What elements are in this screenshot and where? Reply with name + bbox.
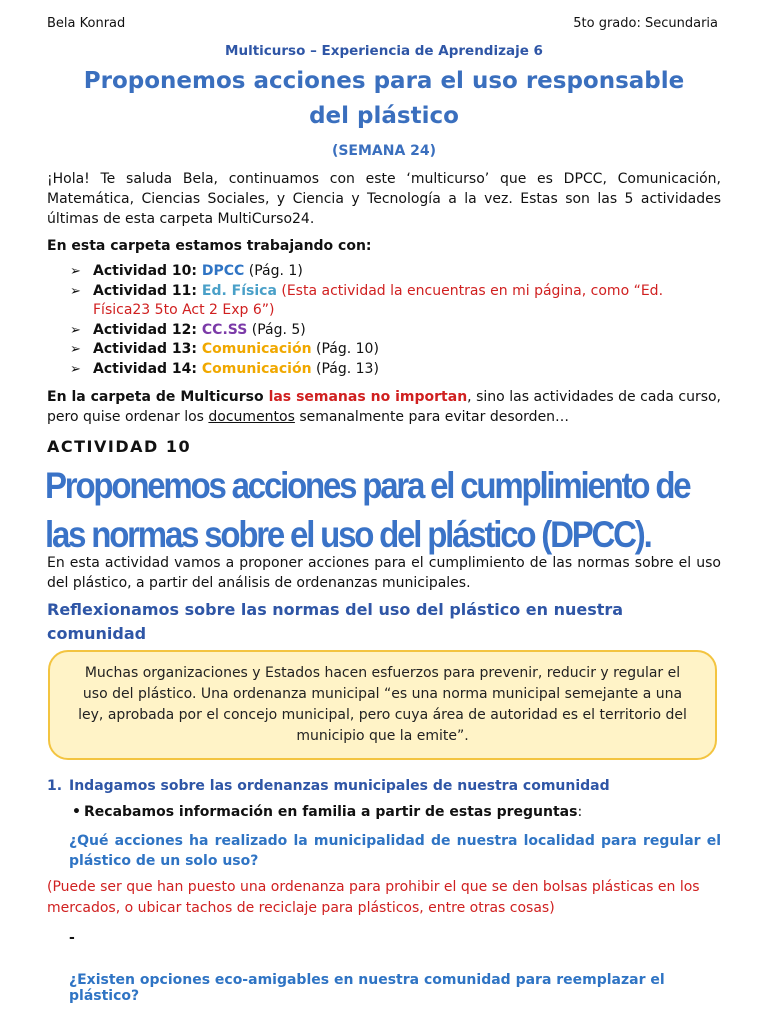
quote-text: Muchas organizaciones y Estados hacen esfuerzos para prevenir, reducir y regular el uso del plástico. Una ordenanza municipal “es una norma municipal semejante a una ley, aprobada por el concejo municipal, pero cuya área de autoridad es el territorio del municipio que la emite”. <box>78 665 687 744</box>
intro-paragraph: ¡Hola! Te saluda Bela, continuamos con este ‘multicurso’ que es DPCC, Comunicación, Matemática, Ciencias Sociales, y Ciencia y Tecnología a la vez. Estas son las 5 actividades últimas de esta carpeta MultiCurso24. <box>47 171 721 227</box>
dash-marker: - <box>69 930 75 946</box>
activity-label: Actividad 14 <box>93 360 192 377</box>
folder-note-lead: En la carpeta de Multicurso <box>47 389 269 405</box>
activity-note: (Pág. 1) <box>244 263 303 279</box>
activity-description: En esta actividad vamos a proponer acciones para el cumplimiento de las normas sobre el uso del plástico, a partir del análisis de ordenanzas municipales. <box>47 555 721 591</box>
activity-item <box>70 282 720 321</box>
bullet-item <box>72 804 582 820</box>
activity-course: Comunicación <box>201 341 312 357</box>
folder-note-tail: semanalmente para evitar desorden… <box>294 409 570 425</box>
activity-item <box>70 340 720 360</box>
quote-box <box>48 650 717 760</box>
activity-course: Comunicación <box>201 360 312 377</box>
week-label: (SEMANA 24) <box>331 143 437 159</box>
activity-note: (Esta actividad la encuentras en mi página, como “Ed. Física23 5to Act 2 Exp 6”) <box>93 282 664 318</box>
bullet-dot-icon: • <box>72 804 81 820</box>
arrow-bullet-icon: ➢ <box>70 264 81 279</box>
folder-note-body: , sino las actividades de cada curso, pero quise ordenar los <box>47 389 722 425</box>
step-text: Indagamos sobre las ordenanzas municipales de nuestra comunidad <box>69 778 610 794</box>
activity-item <box>70 321 720 341</box>
arrow-bullet-icon: ➢ <box>70 283 81 299</box>
arrow-bullet-icon: ➢ <box>70 342 81 357</box>
activity-course: DPCC <box>201 263 245 279</box>
folder-note-highlight: las semanas no importan <box>268 389 468 405</box>
activity-note: (Pág. 5) <box>247 321 306 338</box>
activity-label: Actividad 12 <box>93 321 192 338</box>
activity-course: CC.SS <box>201 321 248 338</box>
activity-separator: : <box>191 282 202 299</box>
arrow-bullet-icon: ➢ <box>70 361 81 377</box>
arrow-bullet-icon: ➢ <box>70 322 81 338</box>
step-number: 1. <box>47 778 63 794</box>
activity-note: (Pág. 10) <box>311 341 379 357</box>
activity-note: (Pág. 13) <box>311 360 379 377</box>
answer-1: (Puede ser que han puesto una ordenanza para prohibir el que se den bolsas plásticas en los mercados, o ubicar tachos de reciclaje para plásticos, entre otras cosas) <box>47 879 700 916</box>
bullet-text: Recabamos información en familia a partir de estas preguntas <box>84 804 578 820</box>
folder-note-underlined: documentos <box>208 409 295 425</box>
activity-label: Actividad 10 <box>93 263 192 279</box>
working-on-heading: En esta carpeta estamos trabajando con: <box>47 238 372 254</box>
question-2: ¿Existen opciones eco-amigables en nuestra comunidad para reemplazar el plástico? <box>69 972 665 1004</box>
activity-label: Actividad 11 <box>93 282 192 299</box>
grade-label: 5to grado: Secundaria <box>573 16 718 31</box>
step-heading <box>47 778 727 794</box>
activity-separator: : <box>191 321 202 338</box>
reflection-heading: Reflexionamos sobre las normas del uso del plástico en nuestra comunidad <box>47 600 624 643</box>
activity-separator: : <box>191 341 202 357</box>
activity-list <box>70 262 720 379</box>
folder-note-paragraph <box>47 387 721 427</box>
document-subtitle: Multicurso – Experiencia de Aprendizaje 6 <box>225 43 543 59</box>
question-1: ¿Qué acciones ha realizado la municipalidad de nuestra localidad para regular el plástico de un solo uso? <box>69 833 721 869</box>
bullet-colon: : <box>577 804 583 820</box>
activity-label: Actividad 13 <box>93 341 192 357</box>
author-name: Bela Konrad <box>47 16 126 31</box>
activity-heading: ACTIVIDAD 10 <box>47 437 192 456</box>
activity-item <box>70 262 720 282</box>
activity-course: Ed. Física <box>201 282 277 299</box>
activity-separator: : <box>191 360 202 377</box>
activity-item <box>70 360 720 380</box>
document-title: Proponemos acciones para el uso responsable del plástico <box>83 68 685 129</box>
activity-title: Proponemos acciones para el cumplimiento de las normas sobre el uso del plástico (DPCC). <box>45 464 690 556</box>
activity-separator: : <box>191 263 202 279</box>
